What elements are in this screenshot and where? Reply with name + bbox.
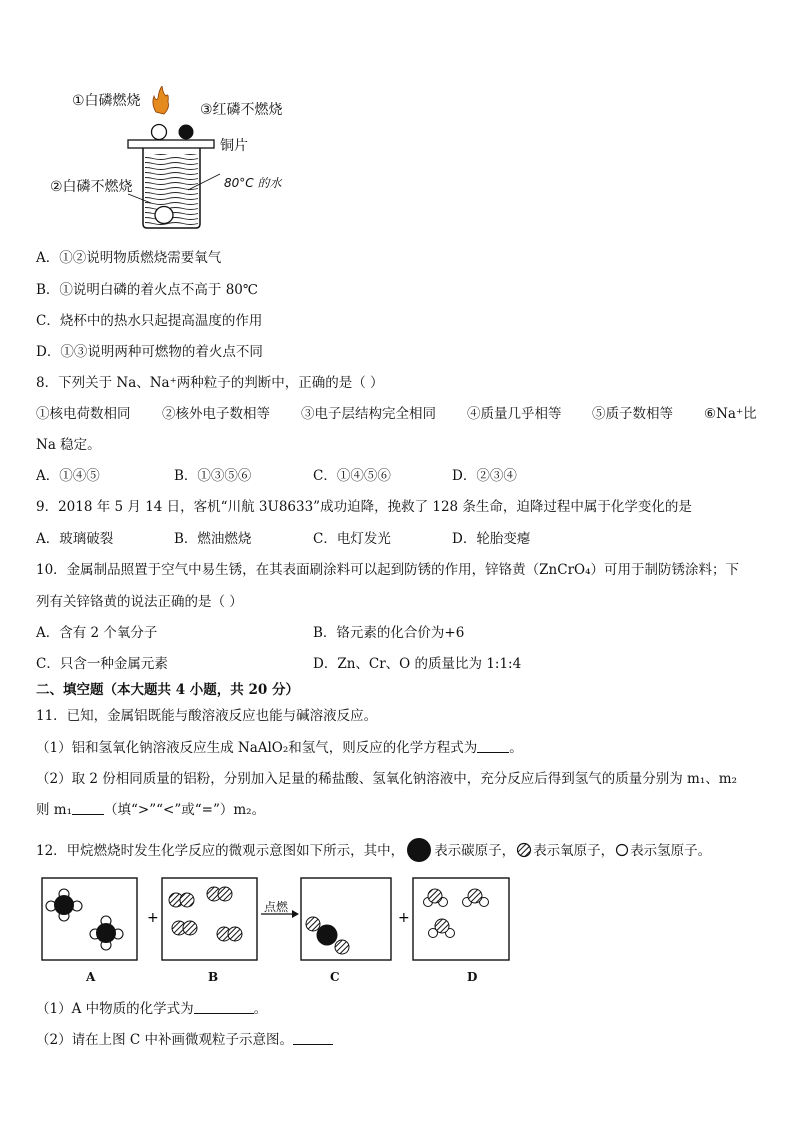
q8-item: ④质量几乎相等 [467, 406, 562, 422]
label-white-phosphorus-burns: ①白磷燃烧 [72, 93, 141, 109]
white-phosphorus-water [155, 207, 173, 224]
q7-option-b: B．①说明白磷的着火点不高于 80℃ [36, 282, 258, 298]
q8-item: ②核外电子数相等 [162, 406, 270, 422]
q11-stem: 11．已知，金属铝既能与酸溶液反应也能与碱溶液反应。 [36, 708, 378, 724]
q9-stem: 9．2018 年 5 月 14 日，客机“川航 3U8633”成功迫降，挽救了 128 条生命，迫降过程中属于化学变化的是 [36, 499, 692, 515]
q8-stem: 8．下列关于 Na、Na⁺两种粒子的判断中，正确的是（ ） [36, 375, 384, 391]
oxygen-molecule [217, 927, 242, 941]
q8-option: B．①③⑤⑥ [174, 468, 252, 484]
q11-part1-end: 。 [509, 740, 523, 756]
q8-item: ⑤质子数相等 [592, 406, 673, 422]
q11-part2-line1: （2）取 2 份相同质量的铝粉，分别加入足量的稀盐酸、氢氧化钠溶液中，充分反应后得到氢气的质量分别为 m₁、m₂ [36, 771, 737, 787]
q8-item: ①核电荷数相同 [36, 406, 131, 422]
q12-stem-h: 表示氢原子。 [630, 843, 712, 859]
red-phosphorus [179, 125, 194, 140]
hydrogen-atom-icon [615, 843, 629, 857]
panel-label-c: C [330, 970, 340, 984]
q7-option-a: A．①②说明物质燃烧需要氧气 [36, 250, 222, 266]
q8-item: ⑥Na⁺比 [704, 406, 757, 422]
q10-stem-line2: 列有关锌铬黄的说法正确的是（ ） [36, 594, 243, 610]
oxygen-molecule [172, 921, 197, 935]
q7-option-d: D．①③说明两种可燃物的着火点不同 [36, 344, 263, 360]
q9-option: A．玻璃破裂 [36, 531, 114, 547]
q11-part2-pre: 则 m₁ [36, 802, 73, 818]
arrow-label: 点燃 [264, 900, 289, 914]
q11-part1 [36, 739, 523, 757]
flame-icon [153, 86, 169, 114]
plus-sign: + [398, 910, 410, 926]
answer-blank[interactable] [72, 802, 104, 815]
q10-stem-line1: 10．金属制品照置于空气中易生锈，在其表面刷涂料可以起到防锈的作用，锌铬黄（ZnCrO₄）可用于制防锈涂料；下 [36, 562, 740, 578]
label-copper: 铜片 [220, 138, 248, 154]
q11-part1-text: （1）铝和氢氧化钠溶液反应生成 NaAlO₂和氢气，则反应的化学方程式为 [36, 740, 478, 756]
panel-a-box [42, 878, 137, 960]
q10-option-d: D．Zn、Cr、O 的质量比为 1:1:4 [313, 656, 522, 672]
q8-option: C．①④⑤⑥ [313, 468, 391, 484]
q10-option-b: B．铬元素的化合价为+6 [313, 625, 465, 641]
oxygen-atom-icon [516, 842, 532, 858]
oxygen-molecule [207, 887, 232, 901]
panel-label-b: B [208, 970, 219, 984]
q10-option-c: C．只含一种金属元素 [36, 656, 168, 672]
answer-blank[interactable] [293, 1032, 333, 1045]
q7-option-c: C．烧杯中的热水只起提高温度的作用 [36, 313, 263, 329]
q12-stem-pre: 12．甲烷燃烧时发生化学反应的微观示意图如下所示，其中， [36, 843, 405, 859]
q12-part2 [36, 1031, 333, 1049]
white-phosphorus-top [152, 125, 167, 140]
q8-item: ③电子层结构完全相同 [301, 406, 436, 422]
label-white-phosphorus-no-burn: ②白磷不燃烧 [50, 179, 133, 195]
q11-part2-mid: （填“>”“<”或“=”）m₂。 [104, 802, 266, 818]
q12-part1-text: （1）A 中物质的化学式为 [36, 1001, 194, 1017]
q8-option: A．①④⑤ [36, 468, 100, 484]
methane-reaction-diagram [40, 874, 515, 970]
panel-label-d: D [467, 970, 478, 984]
q10-option-a: A．含有 2 个氧分子 [36, 625, 158, 641]
q12-part2-text: （2）请在上图 C 中补画微观粒子示意图。 [36, 1032, 294, 1048]
panel-label-a: A [86, 970, 96, 984]
q8-option: D．②③④ [452, 468, 517, 484]
combustion-experiment-figure [48, 86, 308, 234]
panel-d-box [413, 878, 509, 960]
q12-part1-end: 。 [253, 1001, 268, 1017]
answer-blank[interactable] [477, 740, 509, 753]
answer-blank[interactable] [194, 1001, 254, 1014]
label-red-phosphorus-no-burn: ③红磷不燃烧 [200, 102, 283, 118]
q12-stem-c: 表示碳原子， [434, 843, 516, 859]
plus-sign: + [147, 910, 159, 926]
label-hot-water: 80°C 的水 [224, 176, 282, 190]
section-heading: 二、填空题（本大题共 4 小题，共 20 分） [36, 682, 299, 698]
copper-plate [128, 140, 214, 148]
q11-part2-line2 [36, 801, 265, 819]
q8-item-cont: Na 稳定。 [36, 437, 101, 453]
q12-stem-o: 表示氧原子， [533, 843, 615, 859]
q9-option: B．燃油燃烧 [174, 531, 252, 547]
carbon-atom-icon [406, 837, 432, 863]
q9-option: D．轮胎变瘪 [452, 531, 531, 547]
oxygen-molecule [169, 893, 194, 907]
q12-part1 [36, 1000, 267, 1018]
q12-stem [36, 837, 711, 863]
q9-option: C．电灯发光 [313, 531, 391, 547]
